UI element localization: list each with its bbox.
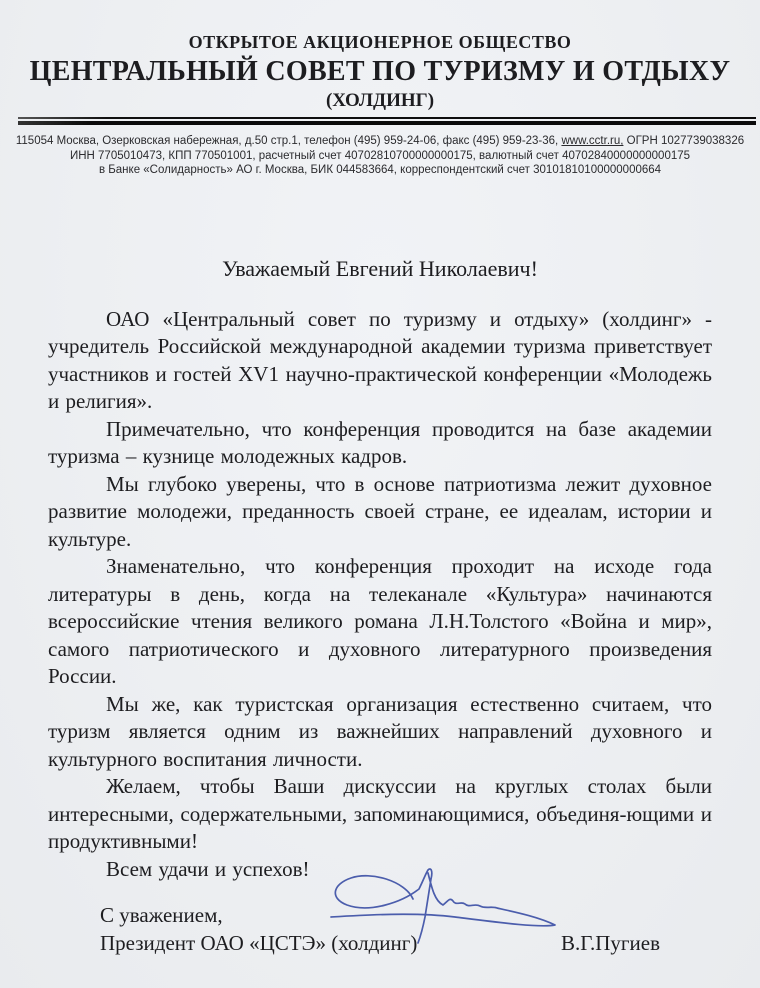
- letterhead-divider: [18, 117, 756, 125]
- letter-body: [48, 306, 712, 884]
- signer-title: Президент ОАО «ЦСТЭ» (холдинг): [100, 931, 418, 955]
- contact-line-address: [0, 134, 760, 149]
- paragraph: Знаменательно, что конференция проходит на исходе года литературы в день, когда на телеканале «Культура» начинаются всероссийские чтения великого романа Л.Н.Толстого «Война и мир», самого патриотического и духовного литературного произведения России.: [48, 554, 712, 688]
- ogrn-text: ОГРН 1027739038326: [623, 135, 745, 147]
- paragraph: Мы же, как туристская организация естественно считаем, что туризм является одним из важнейших направлений духовного и культурного воспитания личности.: [48, 691, 712, 771]
- paragraph: Всем удачи и успехов!: [106, 856, 310, 881]
- contact-block: [0, 134, 760, 178]
- letterhead: [0, 0, 760, 112]
- signer-row: [100, 929, 660, 957]
- salutation: Уважаемый Евгений Николаевич!: [222, 255, 538, 281]
- contact-line-accounts: ИНН 7705010473, КПП 770501001, расчетный счет 40702810700000000175, валютный счет 40702840000000000175: [69, 149, 691, 162]
- closing-line: С уважением,: [100, 903, 223, 927]
- paragraph: Мы глубоко уверены, что в основе патриотизма лежит духовное развитие молодежи, преданность своей стране, ее идеалам, истории и культуре.: [48, 471, 712, 551]
- org-form: (ХОЛДИНГ): [325, 90, 435, 111]
- website-link: www.cctr.ru,: [561, 135, 624, 147]
- signoff-block: [100, 901, 660, 957]
- paragraph: ОАО «Центральный совет по туризму и отдыху» (холдинг» - учредитель Российской международной академии туризма приветствует участников и гостей XV1 научно-практической конференции «Молодежь и религия».: [48, 306, 712, 413]
- paragraph: Примечательно, что конференция проводится на базе академии туризма – кузнице молодежных кадров.: [48, 416, 712, 468]
- org-type: ОТКРЫТОЕ АКЦИОНЕРНОЕ ОБЩЕСТВО: [188, 32, 572, 52]
- paragraph: Желаем, чтобы Ваши дискуссии на круглых столах были интересными, содержательными, запоминающимися, объединя-ющими и продуктивными!: [48, 774, 712, 853]
- org-name: ЦЕНТРАЛЬНЫЙ СОВЕТ ПО ТУРИЗМУ И ОТДЫХУ: [29, 56, 731, 87]
- address-text: 115054 Москва, Озерковская набережная, д.50 стр.1, телефон (495) 959-24-06, факс (495) 959-23-36,: [15, 135, 562, 147]
- contact-line-bank: в Банке «Солидарность» АО г. Москва, БИК 044583664, корреспондентский счет 30101810100000000664: [98, 164, 662, 176]
- divider-thick-line: [18, 121, 756, 125]
- signer-name: В.Г.Пугиев: [560, 931, 660, 955]
